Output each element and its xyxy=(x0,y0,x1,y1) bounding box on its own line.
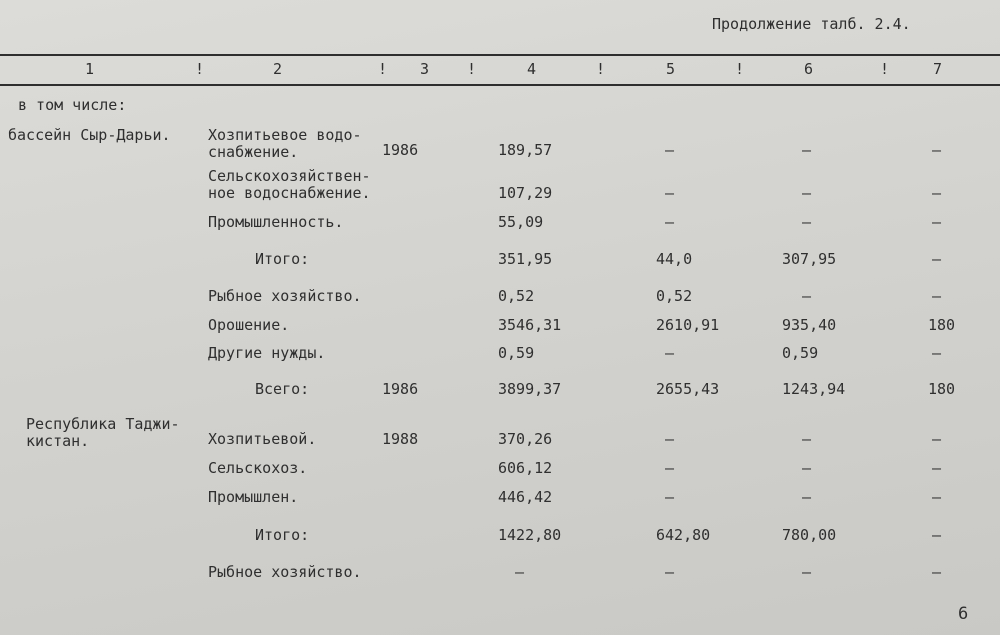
value-cell-col7: 180 xyxy=(928,316,956,334)
value-cell-col5: – xyxy=(665,141,675,159)
column-header-5: 5 xyxy=(666,60,676,78)
value-cell-col5: 2610,91 xyxy=(656,316,720,334)
header-bottom-rule xyxy=(0,84,1000,86)
year-cell: 1986 xyxy=(382,380,419,398)
value-cell-col6: 935,40 xyxy=(782,316,837,334)
row-label-cont: снабжение. xyxy=(208,143,299,161)
value-cell-col4: 3899,37 xyxy=(498,380,562,398)
column-separator: ! xyxy=(467,60,477,78)
row-label: Сельскохоз. xyxy=(208,459,308,477)
table-caption: Продолжение талб. 2.4. xyxy=(712,15,911,33)
value-cell-col6: – xyxy=(802,563,812,581)
value-cell-col7: – xyxy=(932,184,942,202)
value-cell-col7: – xyxy=(932,488,942,506)
column-separator: ! xyxy=(880,60,890,78)
value-cell-col7: – xyxy=(932,563,942,581)
row-label-cont: ное водоснабжение. xyxy=(208,184,371,202)
value-cell-col7: – xyxy=(932,141,942,159)
row-label: Сельскохозяйствен- xyxy=(208,167,371,185)
group-name: Республика Таджи- xyxy=(26,415,180,433)
value-cell-col5: – xyxy=(665,430,675,448)
row-label: Рыбное хозяйство. xyxy=(208,287,362,305)
column-separator: ! xyxy=(378,60,388,78)
value-cell-col6: – xyxy=(802,287,812,305)
value-cell-col5: – xyxy=(665,184,675,202)
column-header-1: 1 xyxy=(85,60,95,78)
value-cell-col6: – xyxy=(802,430,812,448)
row-label: Итого: xyxy=(255,250,310,268)
value-cell-col6: – xyxy=(802,184,812,202)
row-label: Хозпитьевой. xyxy=(208,430,317,448)
value-cell-col4: 606,12 xyxy=(498,459,553,477)
column-header-4: 4 xyxy=(527,60,537,78)
value-cell-col5: – xyxy=(665,344,675,362)
value-cell-col7: – xyxy=(932,250,942,268)
column-header-7: 7 xyxy=(933,60,943,78)
value-cell-col6: 1243,94 xyxy=(782,380,846,398)
value-cell-col6: 0,59 xyxy=(782,344,819,362)
row-label: Орошение. xyxy=(208,316,290,334)
section-label: в том числе: xyxy=(18,96,127,114)
value-cell-col5: 0,52 xyxy=(656,287,693,305)
year-cell: 1986 xyxy=(382,141,419,159)
value-cell-col5: 2655,43 xyxy=(656,380,720,398)
value-cell-col6: – xyxy=(802,459,812,477)
value-cell-col5: – xyxy=(665,213,675,231)
value-cell-col4: 189,57 xyxy=(498,141,553,159)
value-cell-col4: 0,59 xyxy=(498,344,535,362)
value-cell-col4: – xyxy=(515,563,525,581)
value-cell-col4: 446,42 xyxy=(498,488,553,506)
value-cell-col7: – xyxy=(932,213,942,231)
row-label: Всего: xyxy=(255,380,310,398)
value-cell-col6: – xyxy=(802,213,812,231)
value-cell-col4: 55,09 xyxy=(498,213,544,231)
value-cell-col7: – xyxy=(932,430,942,448)
column-header-2: 2 xyxy=(273,60,283,78)
value-cell-col6: – xyxy=(802,488,812,506)
value-cell-col7: – xyxy=(932,344,942,362)
column-separator: ! xyxy=(735,60,745,78)
row-label: Промышлен. xyxy=(208,488,299,506)
column-header-6: 6 xyxy=(804,60,814,78)
year-cell: 1988 xyxy=(382,430,419,448)
value-cell-col7: – xyxy=(932,459,942,477)
row-label: Промышленность. xyxy=(208,213,344,231)
value-cell-col4: 3546,31 xyxy=(498,316,562,334)
value-cell-col4: 107,29 xyxy=(498,184,553,202)
column-header-3: 3 xyxy=(420,60,430,78)
value-cell-col5: – xyxy=(665,488,675,506)
group-name-cont: кистан. xyxy=(26,432,90,450)
value-cell-col5: – xyxy=(665,563,675,581)
row-label: Рыбное хозяйство. xyxy=(208,563,362,581)
value-cell-col5: 642,80 xyxy=(656,526,711,544)
header-top-rule xyxy=(0,54,1000,56)
value-cell-col5: – xyxy=(665,459,675,477)
value-cell-col6: – xyxy=(802,141,812,159)
value-cell-col4: 351,95 xyxy=(498,250,553,268)
row-label: Хозпитьевое водо- xyxy=(208,126,362,144)
value-cell-col4: 0,52 xyxy=(498,287,535,305)
group-name: бассейн Сыр-Дарьи. xyxy=(8,126,171,144)
value-cell-col5: 44,0 xyxy=(656,250,693,268)
value-cell-col7: – xyxy=(932,287,942,305)
value-cell-col4: 1422,80 xyxy=(498,526,562,544)
value-cell-col6: 307,95 xyxy=(782,250,837,268)
value-cell-col7: 180 xyxy=(928,380,956,398)
value-cell-col4: 370,26 xyxy=(498,430,553,448)
value-cell-col7: – xyxy=(932,526,942,544)
column-separator: ! xyxy=(596,60,606,78)
column-separator: ! xyxy=(195,60,205,78)
page-number-mark: 6 xyxy=(958,604,969,624)
value-cell-col6: 780,00 xyxy=(782,526,837,544)
row-label: Итого: xyxy=(255,526,310,544)
row-label: Другие нужды. xyxy=(208,344,326,362)
